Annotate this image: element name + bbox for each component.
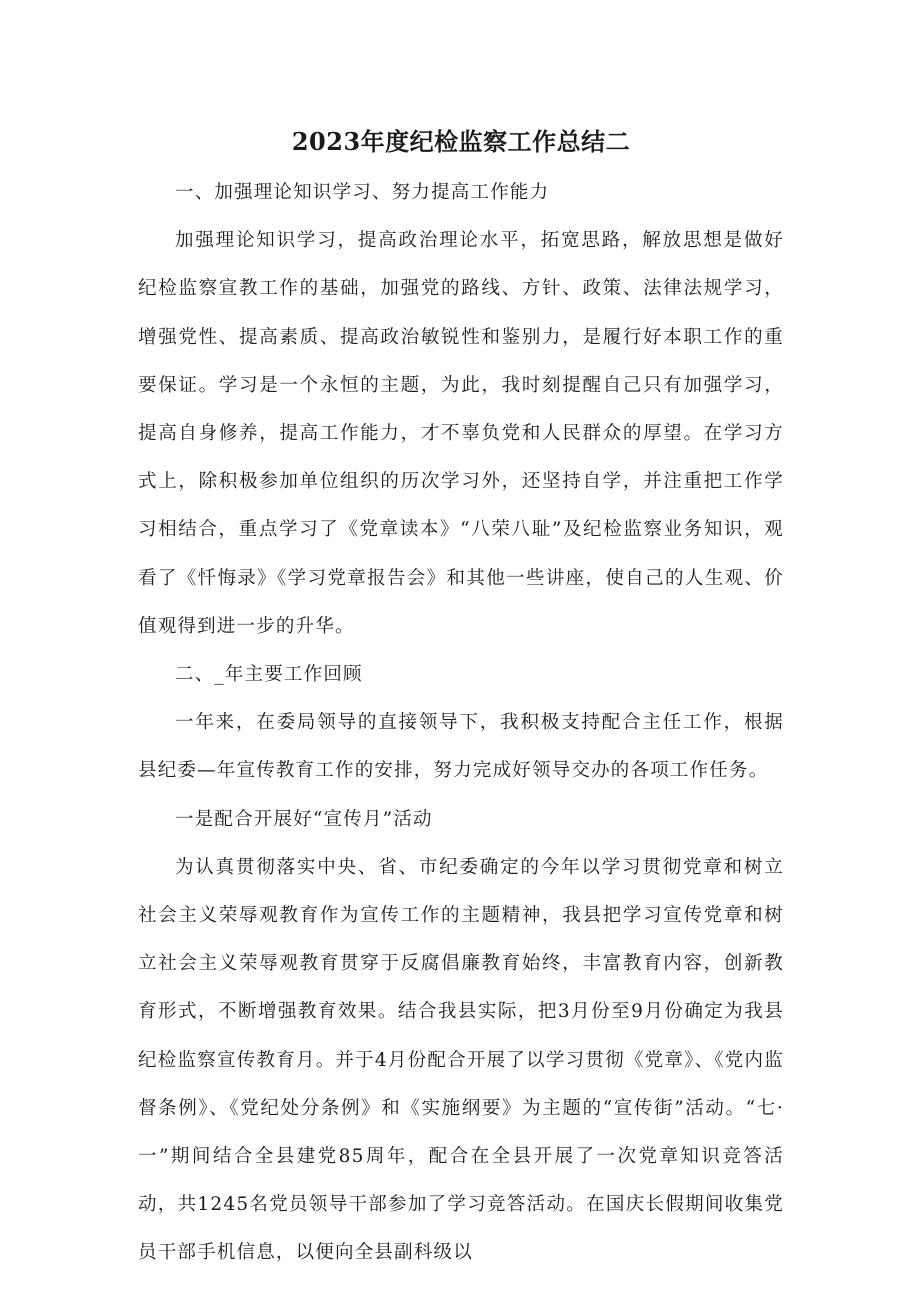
section-heading-1: 一、加强理论知识学习、努力提高工作能力 xyxy=(175,182,550,203)
paragraph-1: 加强理论知识学习，提高政治理论水平，拓宽思路，解放思想是做好纪检监察宣教工作的基础，加强党的路线、方针、政策、法律法规学习，增强党性、提高素质、提高政治敏锐性和鉴别力，是履行好本职工作的重要保证。学习是一个永恒的主题，为此，我时刻提醒自己只有加强学习，提高自身修养，提高工作能力，才不辜负党和人民群众的厚望。在学习方式上，除积极参加单位组织的历次学习外，还坚持自学，并注重把工作学习相结合，重点学习了《党章读本》“八荣八耻”及纪检监察业务知识，观看了《忏悔录》《学习党章报告会》和其他一些讲座，使自己的人生观、价值观得到进一步的升华。 xyxy=(138,230,784,637)
document-title: 2023年度纪检监察工作总结二 xyxy=(291,127,631,156)
paragraph-2: 一年来，在委局领导的直接领导下，我积极支持配合主任工作，根据县纪委—年宣传教育工作的安排，努力完成好领导交办的各项工作任务。 xyxy=(138,712,784,782)
subsection-heading-1: 一是配合开展好“宣传月”活动 xyxy=(175,808,433,830)
paragraph-3: 为认真贯彻落实中央、省、市纪委确定的今年以学习贯彻党章和树立社会主义荣辱观教育作为宣传工作的主题精神，我县把学习宣传党章和树立社会主义荣辱观教育贯穿于反腐倡廉教育始终，丰富教育内容，创新教育形式，不断增强教育效果。结合我县实际，把3月份至9月份确定为我县纪检监察宣传教育月。并于4月份配合开展了以学习贯彻《党章》、《党内监督条例》、《党纪处分条例》和《实施纲要》为主题的“宣传街”活动。“七·一”期间结合全县建党85周年，配合在全县开展了一次党章知识竞答活动，共1245名党员领导干部参加了学习竞答活动。在国庆长假期间收集党员干部手机信息，以便向全县副科级以 xyxy=(138,856,784,1264)
section-heading-2: 二、_年主要工作回顾 xyxy=(175,664,363,686)
